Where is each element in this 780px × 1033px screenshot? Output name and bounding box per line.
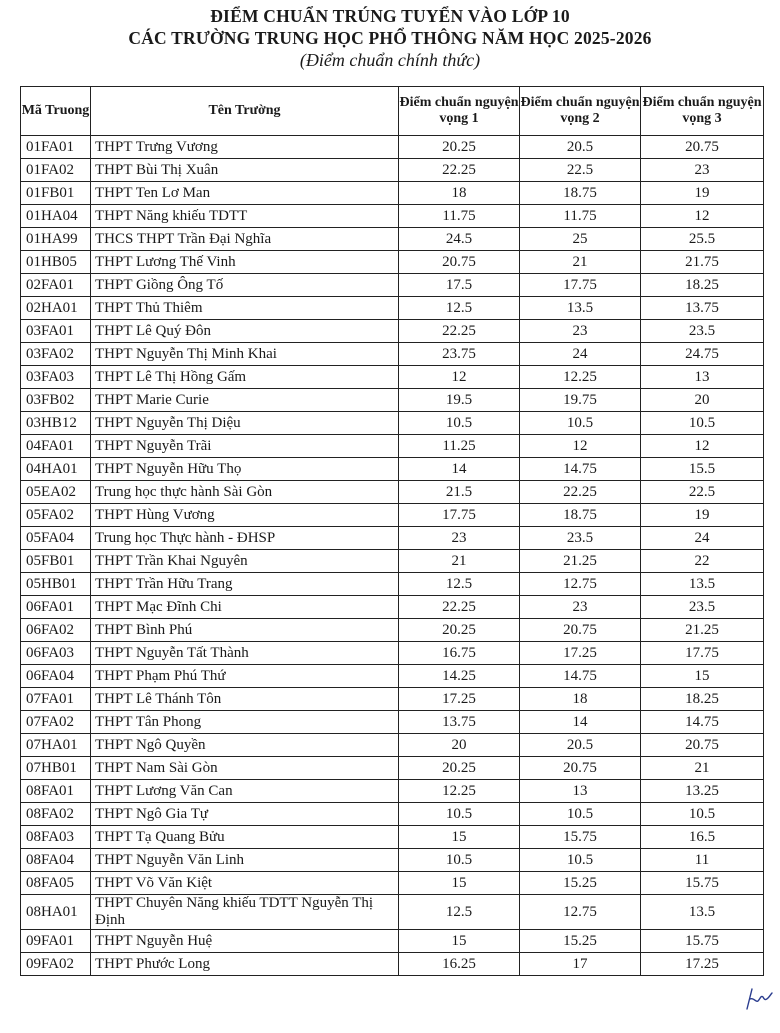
- school-code-cell: 09FA01: [21, 930, 91, 953]
- school-code-cell: 08FA03: [21, 826, 91, 849]
- school-code-cell: 07FA02: [21, 711, 91, 734]
- school-code-cell: 04HA01: [21, 458, 91, 481]
- score-nv3-cell: 25.5: [641, 228, 764, 251]
- school-code-cell: 06FA02: [21, 619, 91, 642]
- school-name-cell: THPT Lê Quý Đôn: [91, 320, 399, 343]
- table-row: [21, 573, 764, 596]
- school-code-cell: 08FA04: [21, 849, 91, 872]
- score-nv1-cell: 12.5: [399, 297, 520, 320]
- score-nv1-cell: 15: [399, 826, 520, 849]
- score-nv2-cell: 11.75: [520, 205, 641, 228]
- score-nv2-cell: 18.75: [520, 182, 641, 205]
- school-name-cell: THPT Ngô Quyền: [91, 734, 399, 757]
- score-nv3-cell: 23: [641, 159, 764, 182]
- table-row: [21, 711, 764, 734]
- score-nv3-cell: 23.5: [641, 596, 764, 619]
- school-name-cell: THPT Chuyên Năng khiếu TDTT Nguyễn Thị Định: [91, 895, 399, 930]
- score-nv2-cell: 20.5: [520, 734, 641, 757]
- school-name-cell: THPT Lương Thế Vinh: [91, 251, 399, 274]
- table-row: [21, 953, 764, 976]
- school-code-cell: 08FA02: [21, 803, 91, 826]
- school-code-cell: 01HA04: [21, 205, 91, 228]
- school-code-cell: 08HA01: [21, 895, 91, 930]
- table-row: [21, 136, 764, 159]
- score-nv3-cell: 20: [641, 389, 764, 412]
- score-nv1-cell: 15: [399, 872, 520, 895]
- score-nv3-cell: 12: [641, 205, 764, 228]
- school-name-cell: Trung học thực hành Sài Gòn: [91, 481, 399, 504]
- school-code-cell: 09FA02: [21, 953, 91, 976]
- score-nv1-cell: 10.5: [399, 849, 520, 872]
- document-title: ĐIỂM CHUẨN TRÚNG TUYỂN VÀO LỚP 10: [210, 6, 570, 26]
- score-nv2-cell: 14.75: [520, 665, 641, 688]
- score-nv2-cell: 10.5: [520, 803, 641, 826]
- score-nv2-cell: 24: [520, 343, 641, 366]
- table-row: [21, 435, 764, 458]
- score-nv3-cell: 20.75: [641, 136, 764, 159]
- school-code-cell: 04FA01: [21, 435, 91, 458]
- score-nv2-cell: 12: [520, 435, 641, 458]
- score-nv2-cell: 18: [520, 688, 641, 711]
- table-row: [21, 320, 764, 343]
- score-nv2-cell: 10.5: [520, 849, 641, 872]
- score-nv3-cell: 24.75: [641, 343, 764, 366]
- score-nv3-cell: 13.5: [641, 573, 764, 596]
- score-nv1-cell: 23: [399, 527, 520, 550]
- school-code-cell: 06FA01: [21, 596, 91, 619]
- table-row: [21, 930, 764, 953]
- score-nv3-cell: 14.75: [641, 711, 764, 734]
- score-nv1-cell: 16.25: [399, 953, 520, 976]
- school-name-cell: THPT Nguyễn Trãi: [91, 435, 399, 458]
- table-row: [21, 458, 764, 481]
- score-nv2-cell: 12.25: [520, 366, 641, 389]
- score-nv1-cell: 11.25: [399, 435, 520, 458]
- score-nv2-cell: 17: [520, 953, 641, 976]
- score-nv1-cell: 22.25: [399, 320, 520, 343]
- school-name-cell: Trung học Thực hành - ĐHSP: [91, 527, 399, 550]
- school-code-cell: 02HA01: [21, 297, 91, 320]
- score-nv3-cell: 13: [641, 366, 764, 389]
- score-nv2-cell: 10.5: [520, 412, 641, 435]
- score-nv2-cell: 14: [520, 711, 641, 734]
- document-subtitle: (Điểm chuẩn chính thức): [299, 50, 481, 70]
- table-row: [21, 619, 764, 642]
- score-nv3-cell: 18.25: [641, 688, 764, 711]
- score-nv2-cell: 20.75: [520, 619, 641, 642]
- table-row: [21, 665, 764, 688]
- school-name-cell: THPT Trần Khai Nguyên: [91, 550, 399, 573]
- school-name-cell: THPT Lê Thánh Tôn: [91, 688, 399, 711]
- school-name-cell: THPT Võ Văn Kiệt: [91, 872, 399, 895]
- school-code-cell: 05HB01: [21, 573, 91, 596]
- school-code-cell: 01HB05: [21, 251, 91, 274]
- table-row: [21, 688, 764, 711]
- school-code-cell: 05EA02: [21, 481, 91, 504]
- school-code-cell: 05FB01: [21, 550, 91, 573]
- school-name-cell: THPT Tân Phong: [91, 711, 399, 734]
- table-row: [21, 872, 764, 895]
- header-school-code: Mã Truong: [21, 87, 91, 136]
- table-row: [21, 481, 764, 504]
- signature-mark: [744, 985, 774, 1013]
- score-nv2-cell: 21.25: [520, 550, 641, 573]
- score-nv1-cell: 12: [399, 366, 520, 389]
- school-code-cell: 03FA03: [21, 366, 91, 389]
- school-name-cell: THPT Nguyễn Thị Diệu: [91, 412, 399, 435]
- score-nv3-cell: 21.25: [641, 619, 764, 642]
- score-nv1-cell: 23.75: [399, 343, 520, 366]
- table-row: [21, 849, 764, 872]
- score-nv1-cell: 22.25: [399, 596, 520, 619]
- score-nv2-cell: 13.5: [520, 297, 641, 320]
- school-name-cell: THPT Nam Sài Gòn: [91, 757, 399, 780]
- score-nv3-cell: 15.75: [641, 930, 764, 953]
- school-name-cell: THPT Ten Lơ Man: [91, 182, 399, 205]
- score-nv3-cell: 17.25: [641, 953, 764, 976]
- table-row: [21, 504, 764, 527]
- school-code-cell: 05FA04: [21, 527, 91, 550]
- score-nv1-cell: 14: [399, 458, 520, 481]
- score-nv3-cell: 23.5: [641, 320, 764, 343]
- table-row: [21, 826, 764, 849]
- table-row: [21, 527, 764, 550]
- table-row: [21, 780, 764, 803]
- score-nv1-cell: 12.5: [399, 573, 520, 596]
- header-nv2: Điểm chuẩn nguyện vọng 2: [520, 87, 641, 136]
- score-nv2-cell: 23: [520, 320, 641, 343]
- score-nv1-cell: 24.5: [399, 228, 520, 251]
- score-nv1-cell: 18: [399, 182, 520, 205]
- score-nv1-cell: 10.5: [399, 803, 520, 826]
- score-nv1-cell: 17.5: [399, 274, 520, 297]
- table-row: [21, 803, 764, 826]
- score-nv2-cell: 14.75: [520, 458, 641, 481]
- score-nv2-cell: 22.25: [520, 481, 641, 504]
- document-title-line2: CÁC TRƯỜNG TRUNG HỌC PHỔ THÔNG NĂM HỌC 2025-2026: [128, 28, 652, 48]
- score-nv2-cell: 25: [520, 228, 641, 251]
- table-row: [21, 734, 764, 757]
- score-nv1-cell: 11.75: [399, 205, 520, 228]
- school-name-cell: THPT Mạc Đĩnh Chi: [91, 596, 399, 619]
- school-name-cell: THPT Bình Phú: [91, 619, 399, 642]
- score-nv3-cell: 24: [641, 527, 764, 550]
- school-code-cell: 01FA02: [21, 159, 91, 182]
- school-code-cell: 07HB01: [21, 757, 91, 780]
- school-name-cell: THPT Thủ Thiêm: [91, 297, 399, 320]
- score-nv1-cell: 12.25: [399, 780, 520, 803]
- score-nv3-cell: 16.5: [641, 826, 764, 849]
- score-nv2-cell: 15.25: [520, 872, 641, 895]
- school-code-cell: 03FA02: [21, 343, 91, 366]
- table-row: [21, 159, 764, 182]
- school-name-cell: THPT Nguyễn Hữu Thọ: [91, 458, 399, 481]
- school-name-cell: THPT Năng khiếu TDTT: [91, 205, 399, 228]
- score-nv2-cell: 18.75: [520, 504, 641, 527]
- school-name-cell: THPT Nguyễn Thị Minh Khai: [91, 343, 399, 366]
- score-nv3-cell: 15.5: [641, 458, 764, 481]
- score-nv2-cell: 23.5: [520, 527, 641, 550]
- score-nv1-cell: 15: [399, 930, 520, 953]
- table-row: [21, 297, 764, 320]
- table-row: [21, 389, 764, 412]
- school-name-cell: THPT Nguyễn Văn Linh: [91, 849, 399, 872]
- score-nv1-cell: 17.25: [399, 688, 520, 711]
- score-nv3-cell: 19: [641, 182, 764, 205]
- admission-scores-table: [20, 86, 764, 976]
- table-row: [21, 642, 764, 665]
- score-nv1-cell: 21.5: [399, 481, 520, 504]
- table-row: [21, 550, 764, 573]
- school-name-cell: THPT Giồng Ông Tố: [91, 274, 399, 297]
- school-name-cell: THPT Phước Long: [91, 953, 399, 976]
- table-row: [21, 366, 764, 389]
- school-code-cell: 03FA01: [21, 320, 91, 343]
- score-nv3-cell: 19: [641, 504, 764, 527]
- score-nv3-cell: 10.5: [641, 412, 764, 435]
- school-code-cell: 01FB01: [21, 182, 91, 205]
- score-nv3-cell: 10.5: [641, 803, 764, 826]
- school-name-cell: THPT Lương Văn Can: [91, 780, 399, 803]
- score-nv3-cell: 13.5: [641, 895, 764, 930]
- header-nv3: Điểm chuẩn nguyện vọng 3: [641, 87, 764, 136]
- score-nv1-cell: 21: [399, 550, 520, 573]
- table-row: [21, 274, 764, 297]
- score-nv3-cell: 11: [641, 849, 764, 872]
- table-row: [21, 895, 764, 930]
- table-header-row: [21, 87, 764, 136]
- score-nv3-cell: 13.75: [641, 297, 764, 320]
- score-nv1-cell: 13.75: [399, 711, 520, 734]
- school-name-cell: THPT Ngô Gia Tự: [91, 803, 399, 826]
- table-row: [21, 228, 764, 251]
- score-nv1-cell: 10.5: [399, 412, 520, 435]
- score-nv2-cell: 12.75: [520, 895, 641, 930]
- school-name-cell: THPT Nguyễn Tất Thành: [91, 642, 399, 665]
- score-nv1-cell: 22.25: [399, 159, 520, 182]
- table-row: [21, 412, 764, 435]
- score-nv3-cell: 21.75: [641, 251, 764, 274]
- school-code-cell: 01FA01: [21, 136, 91, 159]
- school-name-cell: THPT Lê Thị Hồng Gấm: [91, 366, 399, 389]
- score-nv1-cell: 20.75: [399, 251, 520, 274]
- score-nv2-cell: 15.75: [520, 826, 641, 849]
- score-nv1-cell: 12.5: [399, 895, 520, 930]
- score-nv1-cell: 20.25: [399, 757, 520, 780]
- school-code-cell: 01HA99: [21, 228, 91, 251]
- school-name-cell: THPT Trưng Vương: [91, 136, 399, 159]
- header-nv1: Điểm chuẩn nguyện vọng 1: [399, 87, 520, 136]
- score-nv2-cell: 17.25: [520, 642, 641, 665]
- score-nv3-cell: 22: [641, 550, 764, 573]
- table-row: [21, 757, 764, 780]
- score-nv2-cell: 20.75: [520, 757, 641, 780]
- score-nv1-cell: 16.75: [399, 642, 520, 665]
- score-nv3-cell: 12: [641, 435, 764, 458]
- school-code-cell: 03HB12: [21, 412, 91, 435]
- score-nv2-cell: 20.5: [520, 136, 641, 159]
- school-name-cell: THPT Nguyễn Huệ: [91, 930, 399, 953]
- score-nv1-cell: 17.75: [399, 504, 520, 527]
- score-nv3-cell: 22.5: [641, 481, 764, 504]
- school-name-cell: THPT Phạm Phú Thứ: [91, 665, 399, 688]
- table-row: [21, 205, 764, 228]
- score-nv3-cell: 18.25: [641, 274, 764, 297]
- score-nv3-cell: 15: [641, 665, 764, 688]
- score-nv3-cell: 21: [641, 757, 764, 780]
- score-nv3-cell: 20.75: [641, 734, 764, 757]
- score-nv2-cell: 13: [520, 780, 641, 803]
- school-code-cell: 03FB02: [21, 389, 91, 412]
- score-nv3-cell: 15.75: [641, 872, 764, 895]
- school-name-cell: THPT Tạ Quang Bửu: [91, 826, 399, 849]
- school-code-cell: 08FA01: [21, 780, 91, 803]
- score-nv3-cell: 13.25: [641, 780, 764, 803]
- score-nv2-cell: 23: [520, 596, 641, 619]
- score-nv2-cell: 21: [520, 251, 641, 274]
- school-code-cell: 02FA01: [21, 274, 91, 297]
- school-code-cell: 07FA01: [21, 688, 91, 711]
- score-nv1-cell: 20.25: [399, 619, 520, 642]
- score-nv1-cell: 20.25: [399, 136, 520, 159]
- header-school-name: Tên Trường: [91, 87, 399, 136]
- school-code-cell: 06FA03: [21, 642, 91, 665]
- table-row: [21, 251, 764, 274]
- school-name-cell: THPT Trần Hữu Trang: [91, 573, 399, 596]
- score-nv2-cell: 12.75: [520, 573, 641, 596]
- school-name-cell: THPT Hùng Vương: [91, 504, 399, 527]
- score-nv3-cell: 17.75: [641, 642, 764, 665]
- score-nv1-cell: 19.5: [399, 389, 520, 412]
- school-name-cell: THCS THPT Trần Đại Nghĩa: [91, 228, 399, 251]
- table-row: [21, 182, 764, 205]
- score-nv2-cell: 19.75: [520, 389, 641, 412]
- school-code-cell: 07HA01: [21, 734, 91, 757]
- school-name-cell: THPT Marie Curie: [91, 389, 399, 412]
- school-code-cell: 06FA04: [21, 665, 91, 688]
- score-nv2-cell: 15.25: [520, 930, 641, 953]
- score-nv1-cell: 14.25: [399, 665, 520, 688]
- score-nv2-cell: 17.75: [520, 274, 641, 297]
- school-code-cell: 08FA05: [21, 872, 91, 895]
- school-name-cell: THPT Bùi Thị Xuân: [91, 159, 399, 182]
- table-body: [21, 136, 764, 976]
- table-row: [21, 596, 764, 619]
- score-nv2-cell: 22.5: [520, 159, 641, 182]
- school-code-cell: 05FA02: [21, 504, 91, 527]
- score-nv1-cell: 20: [399, 734, 520, 757]
- table-row: [21, 343, 764, 366]
